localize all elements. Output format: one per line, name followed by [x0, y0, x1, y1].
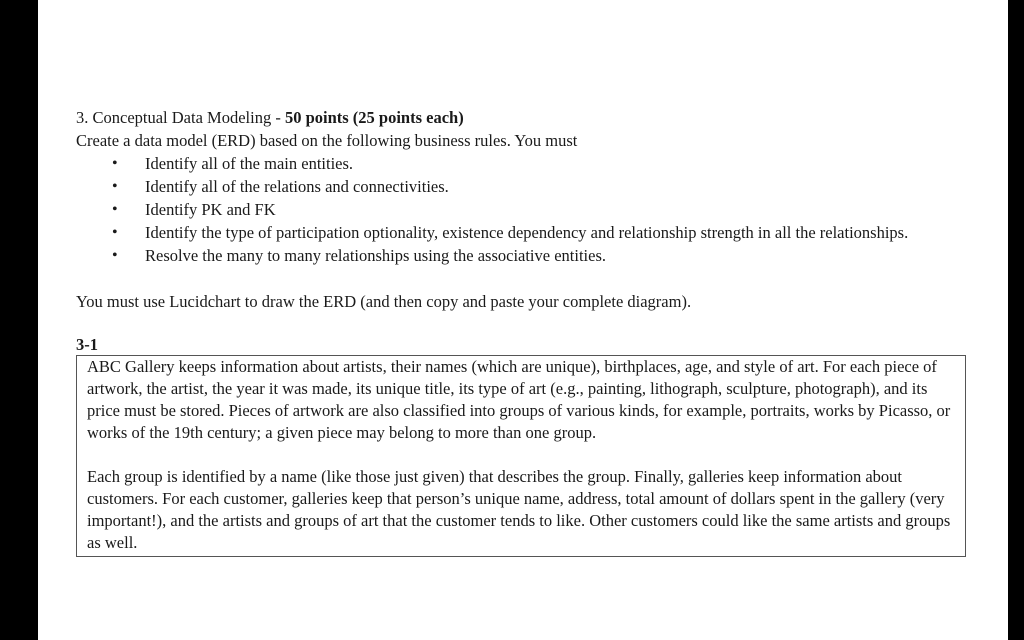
- question-content: [76, 106, 968, 557]
- bullet-icon: •: [112, 247, 118, 264]
- business-rules-box: [76, 355, 966, 557]
- requirement-text: Resolve the many to many relationships using the associative entities.: [145, 246, 606, 265]
- requirement-text: Identify all of the main entities.: [145, 154, 354, 173]
- requirements-list: [76, 152, 968, 267]
- requirement-item: [76, 152, 968, 175]
- question-heading: [76, 106, 968, 129]
- bullet-icon: •: [112, 201, 118, 218]
- requirement-item: [76, 221, 968, 244]
- question-intro: Create a data model (ERD) based on the following business rules. You must: [76, 131, 578, 150]
- bullet-icon: •: [112, 178, 118, 195]
- bullet-icon: •: [112, 224, 118, 241]
- requirement-item: [76, 175, 968, 198]
- question-points: 50 points (25 points each): [284, 108, 464, 127]
- tool-instruction: You must use Lucidchart to draw the ERD (and then copy and paste your complete diagram).: [76, 292, 692, 311]
- business-rules-paragraph-2: Each group is identified by a name (like those just given) that describes the group. Finally, galleries keep information about customers. For each customer, galleries keep that person’s unique name, address, total amount of dollars spent in the gallery (very important!), and the artists and groups of art that the customer tends to like. Other customers could like the same artists and groups as well.: [87, 467, 951, 552]
- section-label: 3-1: [76, 335, 98, 354]
- requirement-text: Identify all of the relations and connectivities.: [145, 177, 449, 196]
- requirement-text: Identify PK and FK: [145, 200, 276, 219]
- bullet-icon: •: [112, 155, 118, 172]
- requirement-item: [76, 244, 968, 267]
- requirement-item: [76, 198, 968, 221]
- business-rules-paragraph-1: ABC Gallery keeps information about artists, their names (which are unique), birthplaces, age, and style of art. For each piece of artwork, the artist, the year it was made, its unique title, its type of art (e.g., painting, lithograph, sculpture, photograph), and its price must be stored. Pieces of artwork are also classified into groups of various kinds, for example, portraits, works by Picasso, or works of the 19th century; a given piece may belong to more than one group.: [87, 357, 951, 442]
- document-page: [38, 0, 1008, 640]
- requirement-text: Identify the type of participation optionality, existence dependency and relationship strength in all the relationships.: [145, 223, 909, 242]
- question-title: 3. Conceptual Data Modeling -: [76, 108, 285, 127]
